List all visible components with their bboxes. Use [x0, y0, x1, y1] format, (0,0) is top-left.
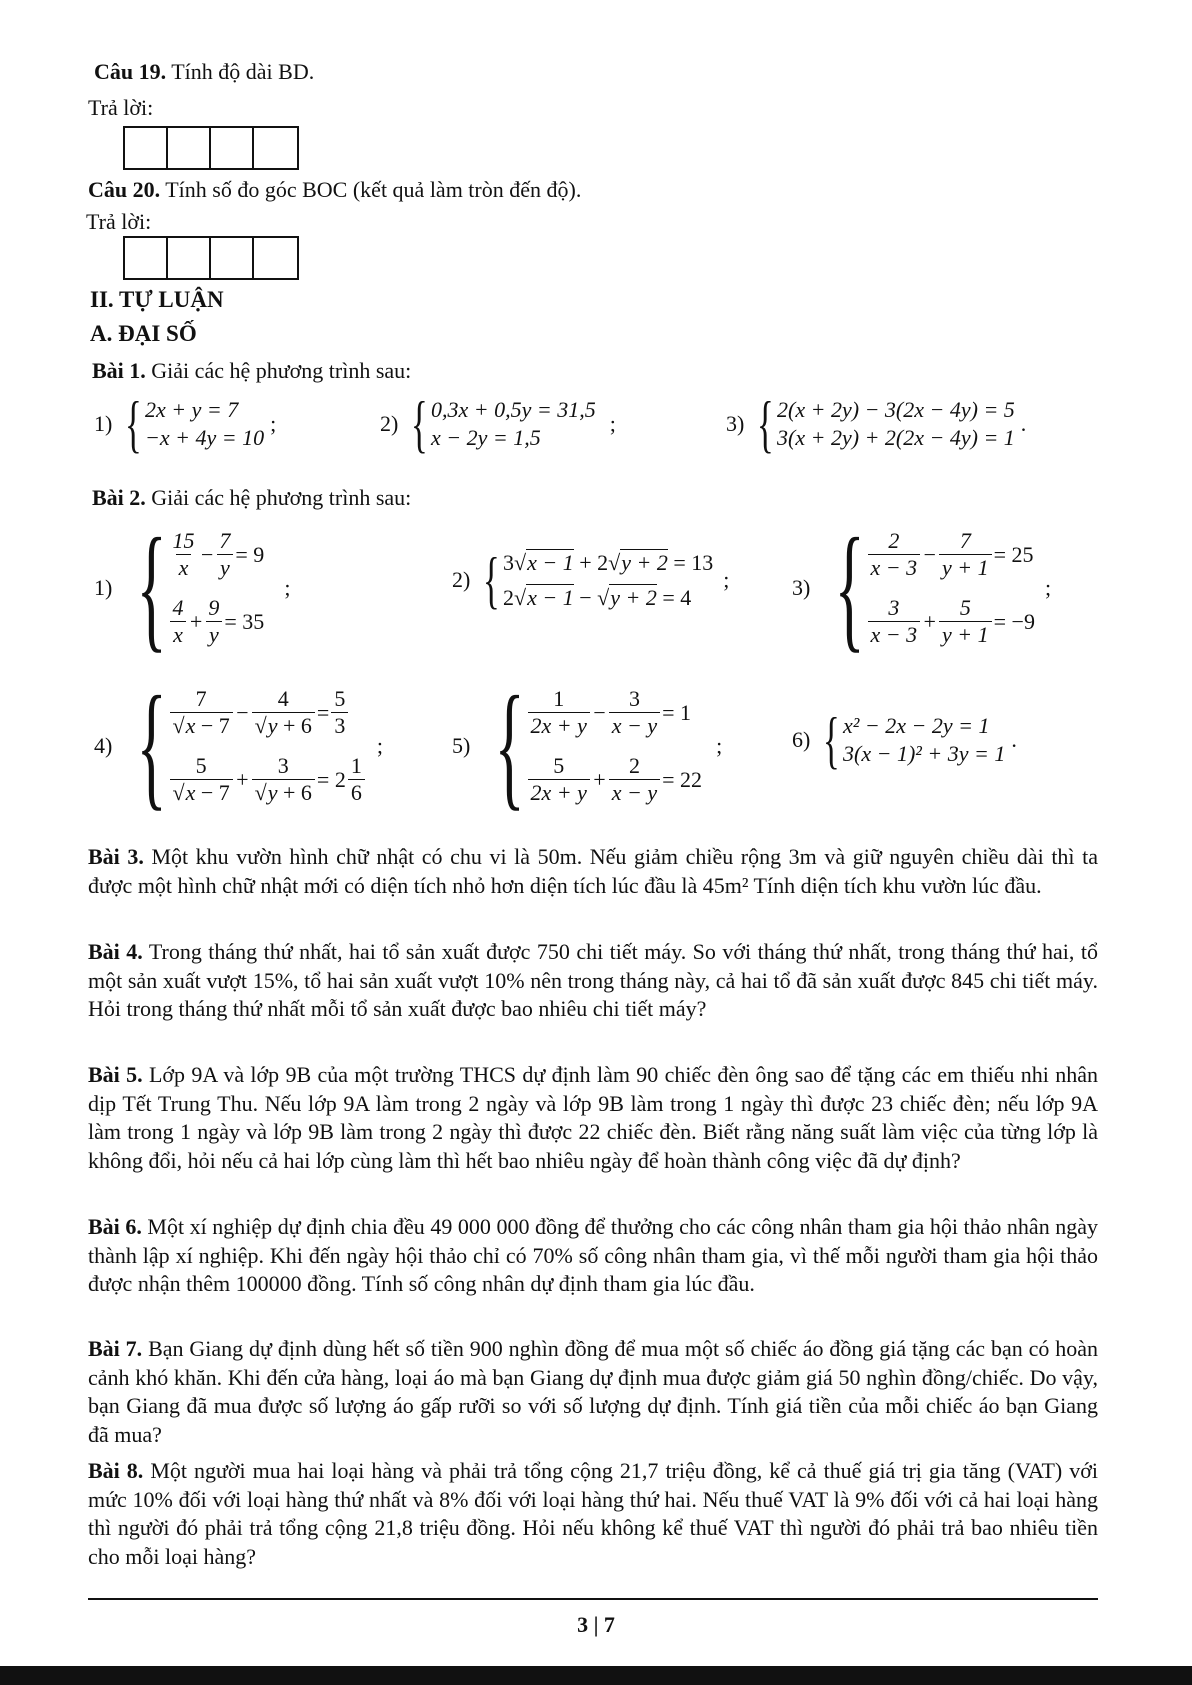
equation: $\frac{5}{2x + y}$ + $\frac{2}{x - y}$ = 22 — [526, 753, 703, 806]
answer-box[interactable] — [125, 238, 168, 278]
bai-4-label: Bài 4. — [88, 939, 143, 964]
page-number: 3 | 7 — [577, 1612, 615, 1637]
answer-box[interactable] — [254, 238, 297, 278]
question-20 — [88, 176, 581, 204]
bai-2-label: Bài 2. — [92, 485, 146, 510]
answer-box[interactable] — [211, 128, 254, 168]
question-19-answer-boxes[interactable] — [123, 126, 299, 170]
question-20-answer-label: Trả lời: — [86, 209, 152, 234]
bai-2-system-3 — [792, 510, 1052, 665]
equation: −x + 4y = 10 — [145, 425, 265, 450]
answer-box[interactable] — [168, 128, 211, 168]
bai-2-system-5 — [452, 668, 723, 823]
bai-8-text: Một người mua hai loại hàng và phải trả tổng cộng 21,7 triệu đồng, kể cả thuế giá trị gia tăng (VAT) với mức 10% đối với loại hàng thứ nhất và 8% đối với loại hàng thứ hai. Nếu thuế VAT là 9% đối với cả hai loại hàng thì người đó phải trả tổng cộng 21,8 triệu đồng. Hỏi nếu không kể thuế VAT thì người đó phải trả bao nhiêu tiền cho mỗi loại hàng? — [88, 1458, 1098, 1569]
question-19-text: Tính độ dài BD. — [171, 59, 315, 84]
bai-1-label: Bài 1. — [92, 358, 146, 383]
equation: x² − 2x − 2y = 1 — [843, 713, 990, 738]
bai-1 — [92, 357, 411, 385]
system-number: 4) — [94, 733, 113, 758]
equation: 3 √ x − 1 + 2 √ y + 2 = 13 — [503, 549, 714, 575]
bai-1-text: Giải các hệ phương trình sau: — [151, 358, 412, 383]
bai-3 — [88, 843, 1098, 900]
section-heading-ii: II. TỰ LUẬN — [90, 287, 224, 312]
separator: ; — [1044, 575, 1052, 600]
system-number: 3) — [792, 575, 811, 600]
brace-icon: { — [136, 668, 168, 823]
brace-icon: { — [823, 704, 841, 775]
separator: ; — [376, 733, 383, 758]
bai-6-text: Một xí nghiệp dự định chia đều 49 000 000 đồng để thưởng cho các công nhân tham gia hội thảo nhân ngày thành lập xí nghiệp. Khi đến ngày hội thảo chỉ có 70% số công nhân tham gia, vì thế mỗi người tham gia hội thảo được nhận thêm 100000 đồng. Tính số công nhân dự định tham gia lúc đầu. — [88, 1214, 1099, 1296]
equation: 3(x − 1)² + 3y = 1 — [843, 741, 1006, 766]
system-number: 3) — [726, 411, 745, 436]
equation: $\frac{15}{x}$ − $\frac{7}{y}$ = 9 — [172, 528, 265, 580]
answer-box[interactable] — [211, 238, 254, 278]
answer-box[interactable] — [125, 128, 168, 168]
separator: . — [1020, 411, 1027, 436]
equation: $\frac{7}{√x - 7}$ − $\frac{4}{√y + 6}$ = $\frac{5}{3}$ — [168, 686, 367, 739]
section-heading-a: A. ĐẠI SỐ — [90, 321, 197, 346]
equation: 2(x + 2y) − 3(2x − 4y) = 5 — [777, 397, 1015, 422]
bai-8 — [88, 1457, 1098, 1571]
system-number: 6) — [792, 727, 811, 752]
bai-2-system-4 — [94, 668, 383, 823]
bai-2-system-6 — [792, 704, 1017, 775]
separator: ; — [723, 567, 730, 592]
system-number: 2) — [380, 411, 399, 436]
equation: $\frac{1}{2x + y}$ − $\frac{3}{x - y}$ = 1 — [526, 686, 703, 739]
brace-icon: { — [125, 388, 143, 459]
separator: ; — [270, 411, 277, 436]
system-number: 2) — [452, 567, 471, 592]
scan-edge — [0, 1666, 1192, 1685]
equation: 2 √ x − 1 − √ y + 2 = 4 — [503, 584, 692, 610]
brace-icon: { — [411, 388, 429, 459]
bai-2-text: Giải các hệ phương trình sau: — [151, 485, 412, 510]
system-number: 1) — [94, 411, 113, 436]
footer-divider — [88, 1598, 1098, 1600]
equation: $\frac{5}{√x - 7}$ + $\frac{3}{√y + 6}$ = 2 $\frac{1}{6}$ — [168, 753, 367, 806]
question-20-text: Tính số đo góc BOC (kết quả làm tròn đến độ). — [165, 177, 582, 202]
system-number: 5) — [452, 733, 471, 758]
bai-8-label: Bài 8. — [88, 1458, 144, 1483]
bai-6 — [88, 1213, 1098, 1299]
bai-6-label: Bài 6. — [88, 1214, 142, 1239]
bai-7 — [88, 1335, 1098, 1449]
equation: $\frac{2}{x - 3}$ − $\frac{7}{y + 1}$ = 25 — [866, 528, 1035, 581]
bai-1-system-3 — [726, 388, 1027, 459]
bai-1-system-1 — [94, 388, 277, 459]
bai-4 — [88, 938, 1098, 1024]
question-19-label: Câu 19. — [94, 59, 167, 84]
question-20-label: Câu 20. — [88, 177, 161, 202]
bai-5-text: Lớp 9A và lớp 9B của một trường THCS dự định làm 90 chiếc đèn ông sao để tặng các em thiếu nhi nhân dịp Tết Trung Thu. Nếu lớp 9A làm trong 2 ngày và lớp 9B làm trong 1 ngày thì được 23 chiếc đèn; nếu lớp 9A làm trong 1 ngày và lớp 9B làm trong 2 ngày thì được 22 chiếc đèn. Biết rằng năng suất làm việc của từng lớp là không đổi, hỏi nếu cả hai lớp cùng làm thì hết bao nhiêu ngày để hoàn thành công việc đã dự định? — [88, 1062, 1098, 1173]
equation: 2x + y = 7 — [145, 397, 239, 422]
brace-icon: { — [494, 668, 526, 823]
bai-3-text: Một khu vườn hình chữ nhật có chu vi là 50m. Nếu giảm chiều rộng 3m và giữ nguyên chiều dài thì ta được một hình chữ nhật mới có diện tích nhỏ hơn diện tích lúc đầu là 45m² Tính diện tích khu vườn lúc đầu. — [88, 844, 1098, 898]
bai-2-system-2 — [452, 544, 730, 615]
bai-7-label: Bài 7. — [88, 1336, 143, 1361]
separator: . — [1011, 727, 1017, 752]
equation: 0,3x + 0,5y = 31,5 — [431, 397, 596, 422]
bai-4-text: Trong tháng thứ nhất, hai tổ sản xuất được 750 chi tiết máy. So với tháng thứ nhất, trong tháng thứ hai, tổ một sản xuất vượt 15%, tổ hai sản xuất vượt 10% nên trong tháng này, cả hai tổ đã sản xuất được 845 chi tiết máy. Hỏi trong tháng thứ nhất mỗi tổ sản xuất được bao nhiêu chi tiết máy? — [88, 939, 1098, 1021]
equation: $\frac{4}{x}$ + $\frac{9}{y}$ = 35 — [168, 595, 265, 648]
question-19 — [94, 58, 314, 86]
separator: ; — [716, 733, 723, 758]
brace-icon: { — [757, 388, 775, 459]
bai-5 — [88, 1061, 1098, 1175]
answer-box[interactable] — [168, 238, 211, 278]
bai-7-text: Bạn Giang dự định dùng hết số tiền 900 nghìn đồng để mua một số chiếc áo đồng giá tặng các bạn có hoàn cảnh khó khăn. Khi đến cửa hàng, loại áo mà bạn Giang dự định mua được giảm giá 50 nghìn đồng/chiếc. Do vậy, bạn Giang đã mua được số lượng áo gấp rưỡi so với số lượng dự định. Tính giá tiền của mỗi chiếc áo bạn Giang đã mua? — [88, 1336, 1098, 1447]
question-19-answer-label: Trả lời: — [88, 95, 154, 120]
brace-icon: { — [834, 510, 866, 665]
equation: x − 2y = 1,5 — [431, 425, 541, 450]
question-20-answer-boxes[interactable] — [123, 236, 299, 280]
system-number: 1) — [94, 575, 113, 600]
bai-2 — [92, 484, 411, 512]
bai-1-system-2 — [380, 388, 616, 459]
equation: $\frac{3}{x - 3}$ + $\frac{5}{y + 1}$ = −9 — [866, 595, 1035, 648]
brace-icon: { — [136, 510, 168, 665]
bai-2-system-1 — [94, 510, 291, 665]
brace-icon: { — [483, 544, 501, 615]
separator: ; — [284, 575, 291, 600]
equation: 3(x + 2y) + 2(2x − 4y) = 1 — [777, 425, 1015, 450]
separator: ; — [609, 411, 616, 436]
bai-5-label: Bài 5. — [88, 1062, 143, 1087]
answer-box[interactable] — [254, 128, 297, 168]
bai-3-label: Bài 3. — [88, 844, 144, 869]
